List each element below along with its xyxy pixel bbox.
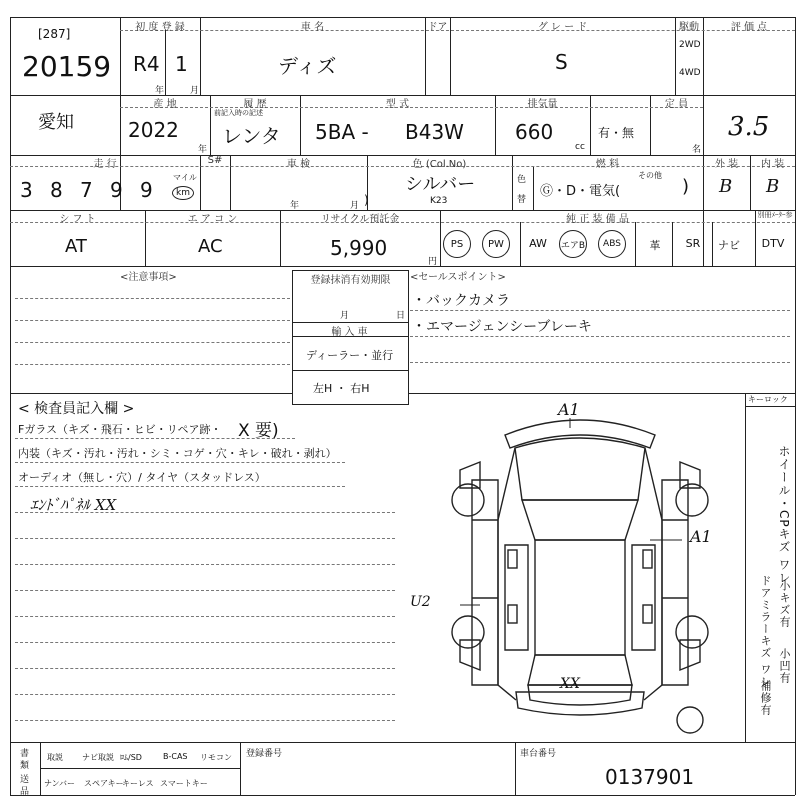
audio-line: オーディオ（無し・穴）/ タイヤ（スタッドレス） (18, 471, 266, 484)
door-label: ドア (427, 22, 448, 33)
sales-point-2: ・エマージェンシーブレーキ (412, 319, 592, 335)
footer-divider-c (515, 742, 516, 795)
interior-label: 内 装 (760, 159, 785, 170)
insp-line-2 (15, 462, 345, 463)
mileage-digit-3: 7 (80, 178, 93, 202)
inspect-paren: ) (364, 193, 369, 207)
model-label: 型 式 (385, 99, 410, 110)
mark-front: A1 (558, 400, 580, 419)
grade-label: グ レ ー ド (537, 22, 588, 33)
recycle-unit: 円 (428, 257, 438, 267)
equip-abs: ABS (598, 230, 626, 258)
receipt-label-1: 書 (20, 749, 30, 759)
mileage-digit-1: 3 (20, 178, 33, 202)
fuel-options: Ⓖ・D・電気( (540, 184, 621, 199)
windshield-line: Fガラス（キズ・飛石・ヒビ・リペア跡・ (18, 423, 222, 436)
vertical-note-1: ホイール・CPキズ ワレ (777, 445, 791, 585)
origin-label: 産 地 (153, 99, 177, 110)
equipment-label: 純 正 装 備 品 (566, 214, 629, 225)
insp-line-9 (15, 642, 395, 643)
fuel-label: 燃 料 (595, 159, 620, 170)
insp-line-8 (15, 616, 395, 617)
capacity-label: 定 員 (664, 99, 689, 110)
reg-year-unit: 年 (155, 86, 165, 96)
chassis-label: 車台番号 (520, 749, 557, 759)
mileage-digit-4: 9 (110, 178, 123, 202)
mileage-label: 走 行 (93, 159, 117, 170)
lot-bracket: [287] (38, 27, 71, 41)
row3-divider-e (533, 167, 534, 210)
insp-line-3 (15, 486, 345, 487)
footer-item-bcas: B-CAS (163, 752, 188, 761)
equip-leather: 革 (649, 239, 661, 252)
mileage-digit-2: 8 (50, 178, 63, 202)
reg-month-unit: 月 (190, 86, 200, 96)
footer-mid-line (40, 768, 240, 769)
year-unit: 年 (198, 145, 208, 155)
reg-year-divider (165, 30, 166, 95)
history-label: 履 歴 (243, 99, 267, 110)
vertical-note-3: 小キズ有 (778, 580, 791, 628)
sales-line-1 (410, 310, 790, 311)
first-reg-label: 初 度 登 録 (135, 22, 185, 33)
ac-label: エ ア コ ン (187, 214, 238, 225)
caution-line-3 (15, 342, 290, 343)
equip-dtv: DTV (761, 237, 785, 250)
reg-line-3 (292, 370, 409, 371)
footer-item-smart-key: スマートキー (160, 779, 208, 788)
footer-item-plate: ナンバー (44, 779, 76, 788)
insp-line-10 (15, 668, 395, 669)
sales-label: <セールスポイント> (410, 272, 506, 283)
reg-line-2 (292, 336, 409, 337)
mark-rear: XX (560, 676, 580, 692)
insp-line-12 (15, 720, 395, 721)
region: 愛知 (38, 112, 74, 133)
insp-line-11 (15, 694, 395, 695)
windshield-mark: X 要) (238, 421, 279, 441)
exterior-label: 外 装 (714, 159, 739, 170)
fuel-other: その他 (638, 171, 662, 180)
footer-divider-b (240, 742, 241, 795)
insp-line-5 (15, 538, 395, 539)
shift-label: シ フ ト (59, 214, 96, 225)
caution-label: <注意事項> (120, 272, 177, 283)
recycle-label: リサイクル預託金 (320, 214, 400, 225)
registration-label: 登録抹消有効期限 (310, 275, 391, 286)
inspector-bottom (10, 742, 795, 743)
history-note: 前記入時の記述 (214, 109, 263, 117)
car-name: ディズ (278, 54, 337, 78)
footer-item-manual: 取説 (47, 753, 63, 762)
color-code: K23 (430, 196, 448, 206)
inspect-month-unit: 月 (350, 201, 360, 211)
first-reg-month: 1 (175, 52, 188, 76)
grade-value: S (555, 50, 568, 74)
footer-item-spare-key: スペアキー (84, 779, 124, 788)
equip-airbag: エアB (559, 230, 587, 258)
reg-day-label: 日 (396, 311, 406, 321)
equip-div-2 (635, 222, 636, 266)
inspect-year-unit: 年 (290, 201, 300, 211)
receipt-label-4: 品 (20, 787, 30, 797)
color-label: 色 (Col.No) (412, 159, 467, 170)
key-label: キーロック (748, 395, 788, 404)
shift-value: AT (65, 236, 87, 257)
drive-label: 駆動 (679, 22, 699, 33)
capacity-unit: 名 (692, 145, 702, 155)
mile-unit: マイル (173, 173, 197, 182)
equip-div-4 (712, 222, 713, 266)
row4-bottom (10, 266, 795, 267)
first-reg-year: R4 (133, 52, 160, 76)
footer-item-navi-manual: ナビ取説 (82, 753, 114, 762)
insp-line-4 (15, 512, 395, 513)
recycle-fee: 5,990 (330, 236, 388, 260)
equip-sr: SR (685, 237, 701, 250)
reg-number-label: 登録番号 (246, 749, 283, 759)
exterior-grade: B (719, 176, 733, 197)
receipt-label-3: 送 (20, 775, 30, 785)
row1-divider-f (703, 17, 704, 266)
car-diagram (420, 400, 740, 740)
footer-item-remote: リモコン (200, 753, 232, 762)
sales-point-1: ・バックカメラ (412, 293, 510, 309)
insp-line-7 (15, 590, 395, 591)
color-name: シルバー (405, 174, 476, 195)
color-side-1: 色 (517, 175, 527, 185)
car-name-label: 車 名 (300, 22, 325, 33)
model-prefix: 5BA - (315, 120, 369, 144)
displacement-unit: cc (575, 142, 585, 152)
caution-line-4 (15, 364, 290, 365)
drive-2wd: 2WD (679, 40, 701, 50)
color-side-2: 替 (517, 195, 527, 205)
reg-month-label: 月 (340, 311, 350, 321)
vertical-note-5: 補修有 (759, 680, 772, 716)
lot-number: 20159 (22, 50, 112, 83)
extra-label: 別冊ﾒｰﾀｰ参 (757, 211, 793, 219)
key-label-line (745, 406, 795, 407)
footer-bottom (10, 795, 795, 796)
mark-right-side: A1 (690, 527, 712, 546)
warranty: 有・無 (598, 126, 635, 140)
interior-grade: B (766, 176, 780, 197)
km-unit: km (172, 186, 194, 200)
dealer-label: ディーラー・並行 (306, 349, 394, 362)
model-code: B43W (405, 120, 464, 144)
steering-label: 左H ・ 右H (313, 382, 370, 395)
handwritten-note: ｴﾝﾄﾞﾊﾟﾈﾙ XX (30, 496, 117, 514)
equip-div-3 (672, 222, 673, 266)
equip-div-1 (520, 222, 521, 266)
inspection-label: 車 検 (286, 159, 311, 170)
vertical-note-2: ドアミラーキズ ワレ (759, 575, 772, 688)
mileage-digit-5: 9 (140, 178, 153, 202)
receipt-label-2: 類 (20, 761, 30, 771)
interior-line: 内装（キズ・汚れ・汚れ・シミ・コゲ・穴・キレ・破れ・剥れ） (18, 447, 337, 460)
footer-item-rom-sd: ﾛﾑ/SD (120, 753, 142, 762)
equip-aw: AW (529, 237, 547, 250)
sales-line-3 (410, 362, 790, 363)
sales-line-2 (410, 336, 790, 337)
insp-line-6 (15, 564, 395, 565)
footer-item-keyless: キーレス (122, 779, 154, 788)
import-label: 輸 入 車 (331, 327, 368, 338)
left-border (10, 17, 11, 795)
history-value: レンタ (222, 124, 281, 148)
equip-pw: PW (482, 230, 510, 258)
score-value: 3.5 (728, 112, 770, 142)
displacement-label: 排気量 (527, 99, 558, 110)
fuel-close: ) (682, 176, 690, 197)
mark-left-side: U2 (410, 594, 431, 610)
row2-divider-c (590, 95, 591, 155)
vertical-note-4: 小凹有 (778, 648, 791, 684)
equip-navi: ナビ (718, 239, 740, 252)
insp-line-1 (15, 438, 295, 439)
year-value: 2022 (128, 118, 179, 142)
key-column-divider (745, 393, 746, 742)
equip-ps: PS (443, 230, 471, 258)
drive-4wd: 4WD (679, 68, 701, 78)
ac-value: AC (198, 236, 223, 257)
chassis-number: 0137901 (605, 765, 695, 789)
inspector-title: < 検査員記入欄 > (18, 401, 135, 417)
score-label: 評 価 点 (730, 22, 768, 33)
caution-line-2 (15, 320, 290, 321)
right-border (795, 17, 796, 795)
displacement-value: 660 (515, 120, 554, 144)
meter-label: S# (207, 155, 223, 166)
caution-line-1 (15, 298, 290, 299)
